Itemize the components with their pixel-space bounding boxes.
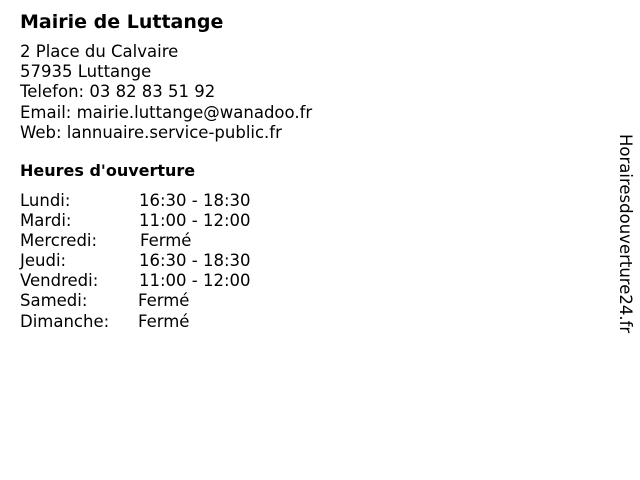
- time-value: Fermé: [138, 311, 190, 331]
- hours-heading: Heures d'ouverture: [20, 161, 196, 181]
- hours-row-wednesday: [20, 231, 580, 251]
- time-value: 16:30 - 18:30: [139, 191, 251, 211]
- time-value: 16:30 - 18:30: [139, 251, 251, 271]
- hours-row-sunday: [20, 312, 580, 332]
- business-card: [20, 10, 580, 332]
- hours-row-tuesday: [20, 211, 580, 231]
- phone-line: Telefon: 03 82 83 51 92: [20, 82, 216, 102]
- time-value: Fermé: [140, 231, 192, 251]
- day-label: Lundi:: [20, 191, 71, 211]
- business-title: Mairie de Luttange: [20, 11, 224, 33]
- time-value: 11:00 - 12:00: [139, 271, 251, 291]
- day-label: Dimanche:: [20, 311, 110, 331]
- site-watermark: Horairesdouverture24.fr: [616, 134, 635, 334]
- email-line: Email: mairie.luttange@wanadoo.fr: [20, 102, 313, 122]
- street-address: 2 Place du Calvaire: [20, 42, 179, 61]
- time-value: Fermé: [138, 291, 190, 311]
- hours-row-friday: [20, 271, 580, 291]
- hours-row-saturday: [20, 291, 580, 311]
- web-line: Web: lannuaire.service-public.fr: [20, 122, 282, 142]
- day-label: Samedi:: [20, 291, 88, 311]
- time-value: 11:00 - 12:00: [139, 211, 251, 231]
- day-label: Mercredi:: [20, 231, 98, 251]
- hours-row-thursday: [20, 251, 580, 271]
- hours-row-monday: [20, 191, 580, 211]
- day-label: Vendredi:: [20, 271, 99, 291]
- city-address: 57935 Luttange: [20, 62, 152, 82]
- day-label: Jeudi:: [20, 251, 67, 271]
- day-label: Mardi:: [20, 211, 72, 231]
- hours-table: [20, 191, 580, 332]
- address-block: [20, 42, 580, 143]
